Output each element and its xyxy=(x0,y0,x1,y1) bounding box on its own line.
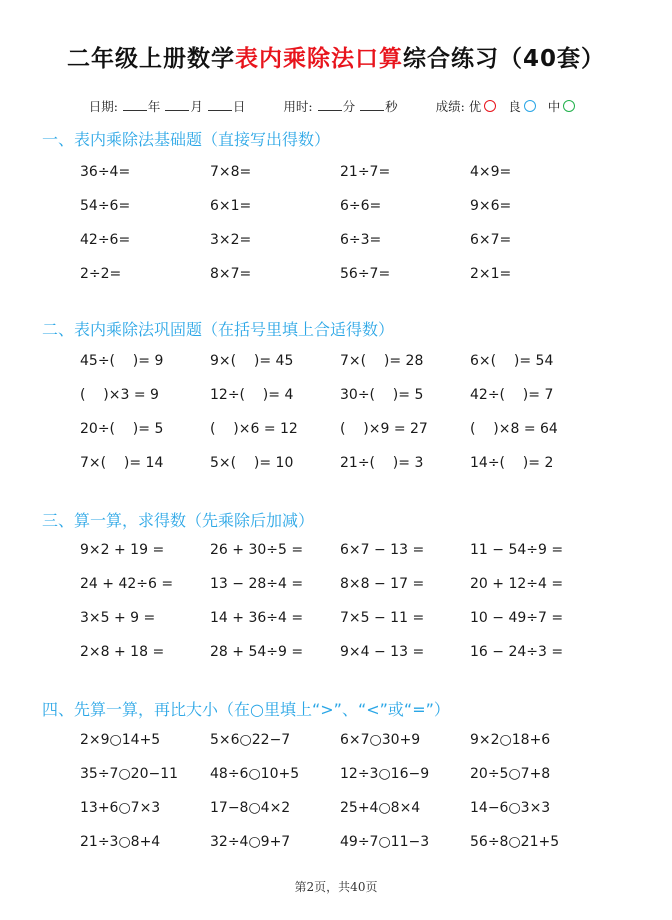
section-3-title: 三、算一算，求得数（先乘除后加减） xyxy=(42,511,315,530)
problem-row xyxy=(80,223,600,257)
problem: 24 + 42÷6 = xyxy=(80,576,174,592)
problem: 26 + 30÷5 = xyxy=(210,542,304,558)
problem: 4×9= xyxy=(470,164,512,180)
problem: 30÷( )= 5 xyxy=(340,387,424,403)
year-blank[interactable] xyxy=(123,98,147,111)
problem-row xyxy=(80,825,600,859)
page-number: 第2页，共40页 xyxy=(294,880,378,894)
problem-row xyxy=(80,567,600,601)
problem: 16 − 24÷3 = xyxy=(470,644,564,660)
problem-row xyxy=(80,189,600,223)
problem-row xyxy=(80,791,600,825)
title-suffix: 综合练习（40套） xyxy=(402,46,605,72)
problem: 49÷7○11−3 xyxy=(340,834,430,850)
problem: 10 − 49÷7 = xyxy=(470,610,564,626)
grade-medium-label: 中 xyxy=(547,99,561,114)
problem: 2÷2= xyxy=(80,266,122,282)
month-blank[interactable] xyxy=(165,98,189,111)
problem: 7×( )= 28 xyxy=(340,353,424,369)
grade-excellent-label: 优 xyxy=(468,99,482,114)
problem: 12÷3○16−9 xyxy=(340,766,430,782)
score-label: 成绩: xyxy=(435,99,465,114)
problem-row xyxy=(80,344,600,378)
grade-good-circle-icon[interactable] xyxy=(524,100,536,112)
problem: 5×( )= 10 xyxy=(210,455,294,471)
problem: 6×7 − 13 = xyxy=(340,542,425,558)
problem: 8×7= xyxy=(210,266,252,282)
problem: 8×8 − 17 = xyxy=(340,576,425,592)
problem: 25+4○8×4 xyxy=(340,800,421,816)
problem: 56÷7= xyxy=(340,266,391,282)
problem-row xyxy=(80,723,600,757)
year-label: 年 xyxy=(147,99,161,114)
page-title xyxy=(0,40,672,73)
section-2-grid xyxy=(80,344,600,480)
problem: 20÷5○7+8 xyxy=(470,766,551,782)
problem: 6×7○30+9 xyxy=(340,732,421,748)
problem: 42÷( )= 7 xyxy=(470,387,554,403)
problem: 6÷3= xyxy=(340,232,382,248)
problem: 3×5 + 9 = xyxy=(80,610,156,626)
problem: 3×2= xyxy=(210,232,252,248)
problem: 28 + 54÷9 = xyxy=(210,644,304,660)
problem-row xyxy=(80,757,600,791)
problem: 21÷7= xyxy=(340,164,391,180)
section-3-grid xyxy=(80,533,600,669)
problem: 2×9○14+5 xyxy=(80,732,161,748)
problem: 48÷6○10+5 xyxy=(210,766,300,782)
problem: 6×1= xyxy=(210,198,252,214)
problem: 9×( )= 45 xyxy=(210,353,294,369)
problem: 35÷7○20−11 xyxy=(80,766,179,782)
problem: 6÷6= xyxy=(340,198,382,214)
grade-excellent-circle-icon[interactable] xyxy=(484,100,496,112)
month-label: 月 xyxy=(190,99,203,114)
problem: 14÷( )= 2 xyxy=(470,455,554,471)
grade-good-label: 良 xyxy=(508,99,521,114)
problem-row xyxy=(80,601,600,635)
problem: 5×6○22−7 xyxy=(210,732,291,748)
problem: 13+6○7×3 xyxy=(80,800,161,816)
problem: 32÷4○9+7 xyxy=(210,834,291,850)
date-label: 日期: xyxy=(88,99,118,114)
problem: 11 − 54÷9 = xyxy=(470,542,564,558)
grade-medium-circle-icon[interactable] xyxy=(563,100,575,112)
problem-row xyxy=(80,378,600,412)
meta-line xyxy=(0,97,672,115)
problem: 17−8○4×2 xyxy=(210,800,291,816)
problem: 21÷( )= 3 xyxy=(340,455,424,471)
problem: 54÷6= xyxy=(80,198,131,214)
problem: 7×8= xyxy=(210,164,252,180)
problem: 14 + 36÷4 = xyxy=(210,610,304,626)
problem-row xyxy=(80,533,600,567)
title-prefix: 二年级上册数学 xyxy=(66,46,235,72)
problem-row xyxy=(80,257,600,291)
problem: 14−6○3×3 xyxy=(470,800,551,816)
problem: 12÷( )= 4 xyxy=(210,387,294,403)
problem: ( )×3 = 9 xyxy=(80,387,159,403)
problem: 9×4 − 13 = xyxy=(340,644,425,660)
minute-label: 分 xyxy=(342,99,356,114)
problem: 6×7= xyxy=(470,232,512,248)
problem: 7×( )= 14 xyxy=(80,455,164,471)
section-4-title: 四、先算一算，再比大小（在○里填上“>”、“<”或“=”） xyxy=(42,700,450,719)
problem: ( )×8 = 64 xyxy=(470,421,558,437)
second-label: 秒 xyxy=(385,99,398,114)
problem: 42÷6= xyxy=(80,232,131,248)
problem: 21÷3○8+4 xyxy=(80,834,161,850)
day-blank[interactable] xyxy=(208,98,232,111)
problem-row xyxy=(80,412,600,446)
minute-blank[interactable] xyxy=(318,98,342,111)
section-1-title: 一、表内乘除法基础题（直接写出得数） xyxy=(42,130,331,149)
problem: 36÷4= xyxy=(80,164,131,180)
problem: 45÷( )= 9 xyxy=(80,353,164,369)
section-1-grid xyxy=(80,155,600,291)
section-2-title: 二、表内乘除法巩固题（在括号里填上合适得数） xyxy=(42,320,395,339)
problem: 2×8 + 18 = xyxy=(80,644,165,660)
problem: 2×1= xyxy=(470,266,512,282)
problem: 9×2○18+6 xyxy=(470,732,551,748)
problem: 7×5 − 11 = xyxy=(340,610,425,626)
problem-row xyxy=(80,446,600,480)
problem: ( )×9 = 27 xyxy=(340,421,428,437)
time-label: 用时: xyxy=(283,99,313,114)
section-4-grid xyxy=(80,723,600,859)
problem: 6×( )= 54 xyxy=(470,353,554,369)
problem: 56÷8○21+5 xyxy=(470,834,560,850)
title-highlight: 表内乘除法口算 xyxy=(234,46,403,72)
problem: 20÷( )= 5 xyxy=(80,421,164,437)
second-blank[interactable] xyxy=(360,98,384,111)
problem-row xyxy=(80,155,600,189)
problem: 13 − 28÷4 = xyxy=(210,576,304,592)
problem-row xyxy=(80,635,600,669)
day-label: 日 xyxy=(232,99,246,114)
problem: 9×2 + 19 = xyxy=(80,542,165,558)
problem: 9×6= xyxy=(470,198,512,214)
problem: 20 + 12÷4 = xyxy=(470,576,564,592)
problem: ( )×6 = 12 xyxy=(210,421,298,437)
